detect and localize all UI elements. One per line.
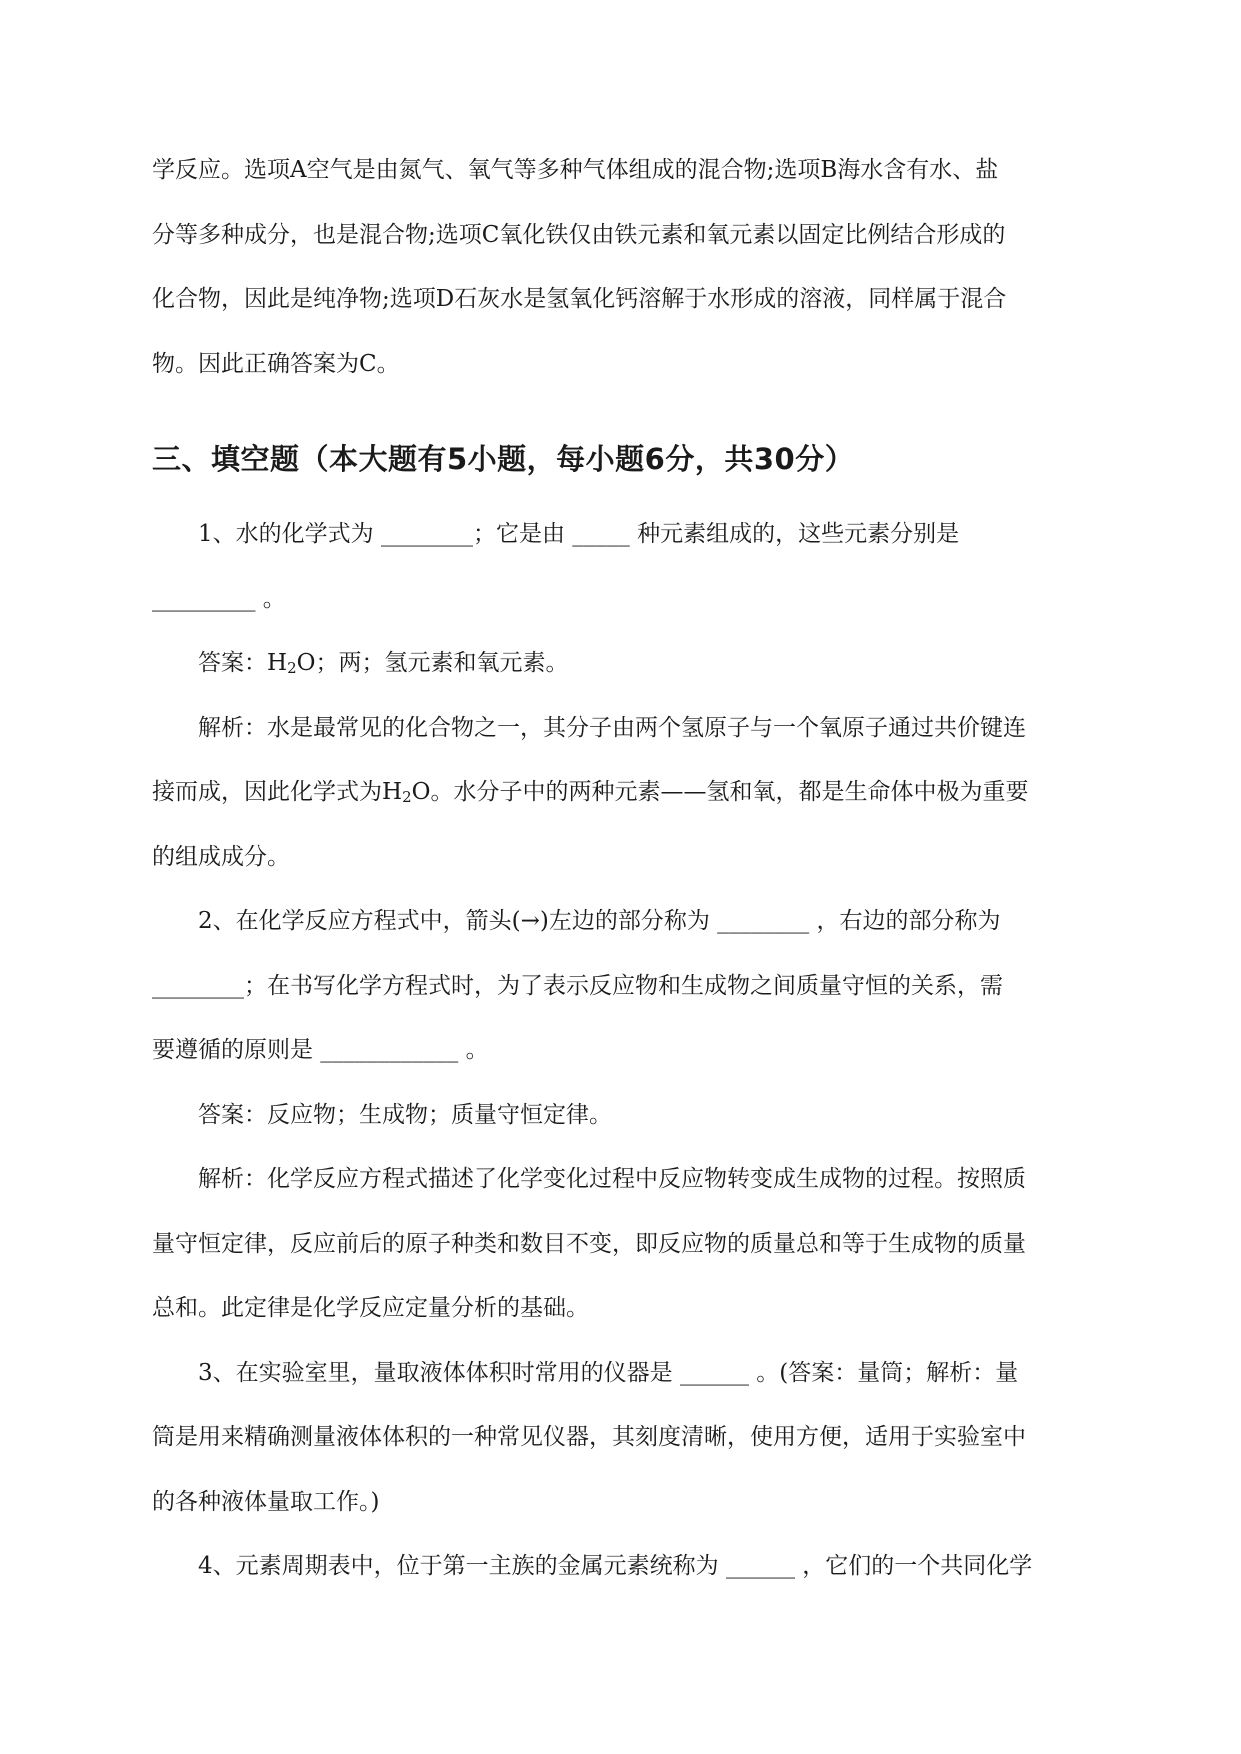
question-1-analysis-end: 的组成成分。 (152, 843, 290, 870)
question-2-analysis-end: 总和。此定律是化学反应定量分析的基础。 (152, 1295, 589, 1321)
question-2-answer: 答案：反应物；生成物；质量守恒定律。 (198, 1101, 612, 1128)
question-4-text: 4、元素周期表中，位于第一主族的金属元素统称为 ______ ，它们的一个共同化学 (198, 1553, 1033, 1579)
question-2 (152, 889, 1089, 1341)
intro-line: 分等多种成分，也是混合物;选项C氧化铁仅由铁元素和氧元素以固定比例结合形成的 (152, 221, 1006, 248)
question-2-analysis-cont: 量守恒定律，反应前后的原子种类和数目不变，即反应物的质量总和等于生成物的质量 (152, 1230, 1026, 1257)
page-content (152, 138, 1089, 1599)
question-3 (152, 1341, 1089, 1535)
question-1-analysis-cont (152, 760, 1089, 825)
question-1-text-cont: _________ 。 (152, 585, 286, 612)
question-1 (152, 502, 1089, 889)
intro-line: 学反应。选项A空气是由氮气、氧气等多种气体组成的混合物;选项B海水含有水、盐 (152, 157, 999, 183)
question-2-text: 2、在化学反应方程式中，箭头(→)左边的部分称为 ________ ，右边的部分称为 (198, 908, 1001, 934)
question-2-text-cont: ________；在书写化学方程式时，为了表示反应物和生成物之间质量守恒的关系，需 (152, 972, 1003, 999)
answer-prefix: 答案：H (198, 650, 288, 676)
intro-line: 化合物，因此是纯净物;选项D石灰水是氢氧化钙溶解于水形成的溶液，同样属于混合 (152, 286, 1007, 312)
subscript: 2 (402, 788, 412, 806)
question-2-text-end: 要遵循的原则是 ____________ 。 (152, 1037, 489, 1063)
question-3-text: 3、在实验室里，量取液体体积时常用的仪器是 ______ 。(答案：量筒；解析：量 (198, 1359, 1019, 1386)
question-1-analysis: 解析：水是最常见的化合物之一，其分子由两个氢原子与一个氧原子通过共价键连 (198, 714, 1026, 741)
question-3-text-end: 的各种液体量取工作。) (152, 1488, 380, 1515)
question-2-analysis: 解析：化学反应方程式描述了化学变化过程中反应物转变成生成物的过程。按照质 (198, 1166, 1026, 1192)
question-1-answer (152, 631, 1089, 696)
answer-suffix: O；两；氢元素和氧元素。 (296, 650, 569, 676)
question-1-text: 1、水的化学式为 ________；它是由 _____ 种元素组成的，这些元素分别是 (198, 521, 960, 547)
analysis-suffix: O。水分子中的两种元素——氢和氧，都是生命体中极为重要 (411, 779, 1029, 805)
intro-line: 物。因此正确答案为C。 (152, 350, 400, 377)
question-3-text-cont: 筒是用来精确测量液体体积的一种常见仪器，其刻度清晰，使用方便，适用于实验室中 (152, 1424, 1026, 1450)
question-4 (152, 1534, 1089, 1599)
subscript: 2 (287, 659, 297, 677)
analysis-prefix: 接而成，因此化学式为H (152, 779, 403, 805)
section-heading: 三、填空题（本大题有5小题，每小题6分，共30分） (152, 442, 855, 476)
